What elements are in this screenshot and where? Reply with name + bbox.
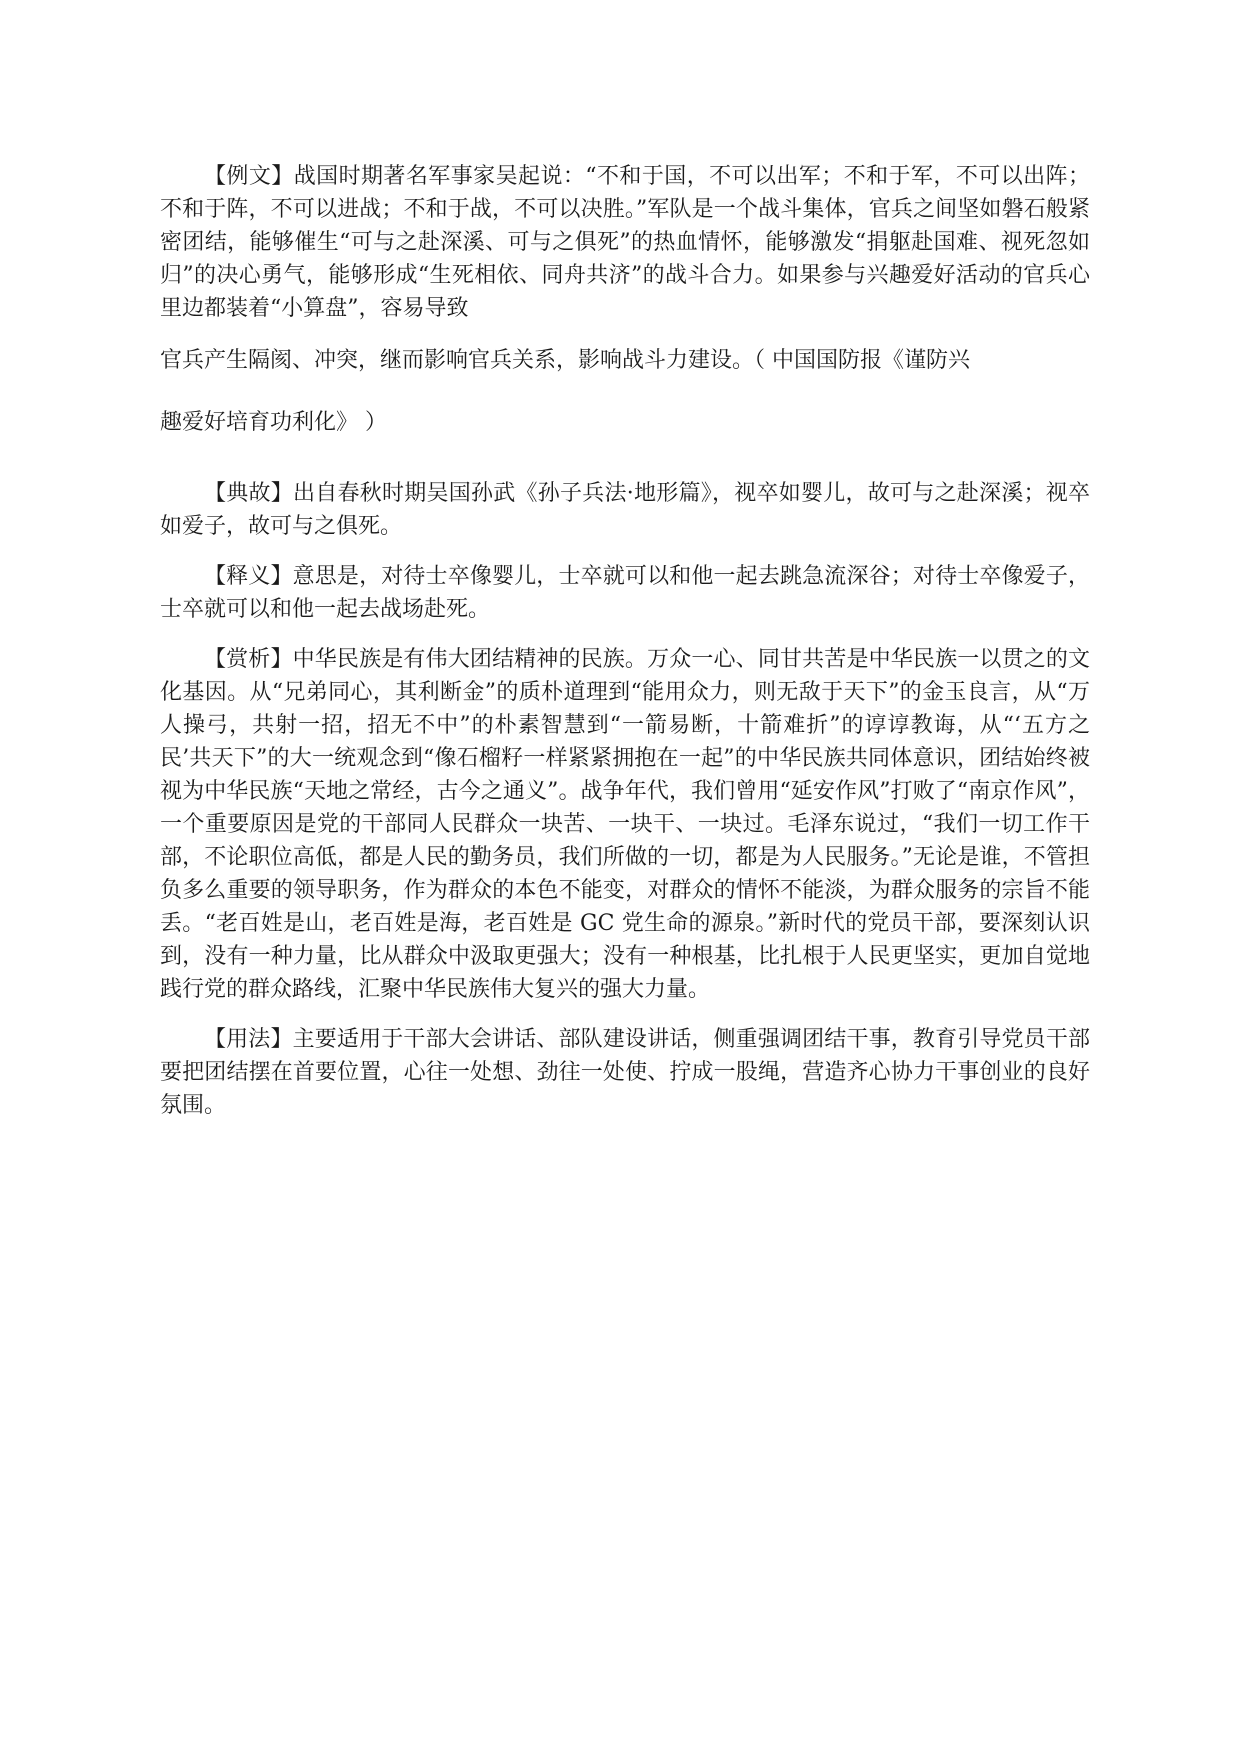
paragraph-example [160, 160, 1090, 325]
paragraph-text: 战国时期著名军事家吴起说：“不和于国，不可以出军；不和于军，不可以出阵；不和于阵，不可以进战；不和于战，不可以决胜。”军队是一个战斗集体，官兵之间坚如磐石般紧密团结，能够催生“可与之赴深溪、可与之俱死”的热血情怀，能够激发“捐躯赴国难、视死忽如归”的决心勇气，能够形成“生死相依、同舟共济”的战斗合力。如果参与兴趣爱好活动的官兵心里边都装着“小算盘”，容易导致 [160, 164, 1090, 321]
paragraph-text: 出自春秋时期吴国孙武《孙子兵法·地形篇》，视卒如婴儿，故可与之赴深溪；视卒如爱子，故可与之俱死。 [160, 481, 1090, 539]
paragraph-usage [160, 1023, 1090, 1122]
paragraph-tag: 【例文】 [204, 164, 294, 189]
paragraph-text: 中华民族是有伟大团结精神的民族。万众一心、同甘共苦是中华民族一以贯之的文化基因。从“兄弟同心，其利断金”的质朴道理到“能用众力，则无敌于天下”的金玉良言，从“万人操弓，共射一招，招无不中”的朴素智慧到“一箭易断，十箭难折”的谆谆教诲，从“‘五方之民’共天下”的大一统观念到“像石榴籽一样紧紧拥抱在一起”的中华民族共同体意识，团结始终被视为中华民族“天地之常经，古今之通义”。战争年代，我们曾用“延安作风”打败了“南京作风”，一个重要原因是党的干部同人民群众一块苦、一块干、一块过。毛泽东说过，“我们一切工作干部，不论职位高低，都是人民的勤务员，我们所做的一切，都是为人民服务。”无论是谁，不管担负多么重要的领导职务，作为群众的本色不能变，对群众的情怀不能淡，为群众服务的宗旨不能丢。“老百姓是山，老百姓是海，老百姓是 GC 党生命的源泉。”新时代的党员干部，要深刻认识到，没有一种力量，比从群众中汲取更强大；没有一种根基，比扎根于人民更坚实，更加自觉地践行党的群众路线，汇聚中华民族伟大复兴的强大力量。 [160, 647, 1091, 1002]
paragraph-continuation: 官兵产生隔阂、冲突，继而影响官兵关系，影响战斗力建设。（ 中国国防报《谨防兴 [160, 348, 970, 373]
paragraph-text: 意思是，对待士卒像婴儿，士卒就可以和他一起去跳急流深谷；对待士卒像爱子，士卒就可以和他一起去战场赴死。 [160, 564, 1090, 622]
paragraph-appreciation [160, 643, 1090, 1006]
paragraph-tag: 【用法】 [204, 1027, 293, 1052]
paragraph-text: 主要适用于干部大会讲话、部队建设讲话，侧重强调团结干事，教育引导党员干部要把团结摆在首要位置，心往一处想、劲往一处使、拧成一股绳，营造齐心协力干事创业的良好氛围。 [160, 1027, 1090, 1118]
paragraph-tag: 【赏析】 [204, 647, 293, 672]
paragraph-tag: 【典故】 [204, 481, 293, 506]
paragraph-tag: 【释义】 [204, 564, 293, 589]
paragraph-continuation-source: 趣爱好培育功利化》 ） [160, 410, 387, 435]
paragraph-interpretation [160, 560, 1090, 626]
document-page [160, 160, 1090, 1139]
paragraph-allusion [160, 477, 1090, 543]
